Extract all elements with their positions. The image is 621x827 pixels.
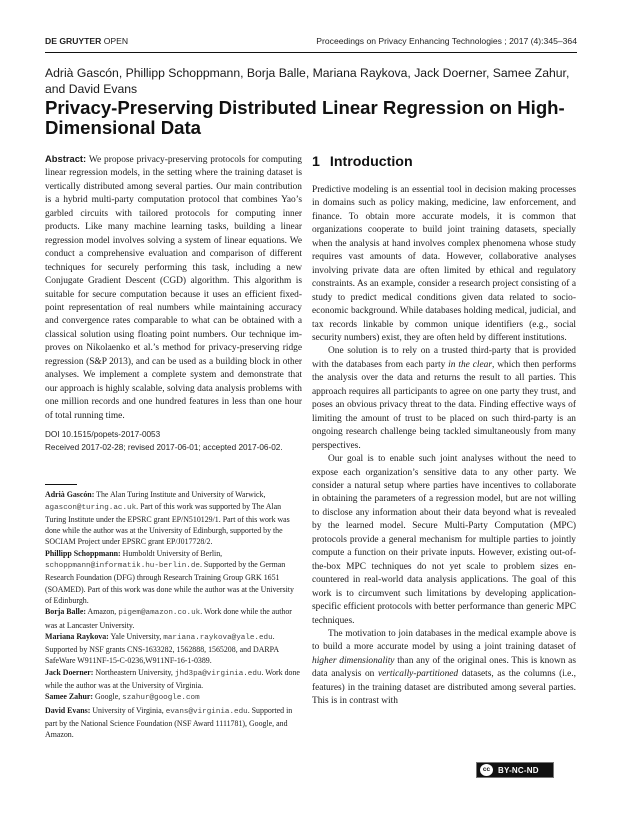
author-footnote (45, 606, 302, 631)
license-label: BY-NC-ND (498, 765, 539, 775)
header-rule (45, 52, 577, 53)
abstract (45, 152, 302, 423)
journal-citation: Proceedings on Privacy Enhancing Technologies ; 2017 (4):345–364 (316, 36, 577, 46)
license-badge[interactable] (476, 762, 554, 778)
left-column (45, 152, 302, 740)
footnote-note: . Supported by the German Research Foundation (DFG) through Research Training Group GRK 1651 (SOAMED). Part of this work was done while the author was at the University of Edinburgh. (45, 560, 294, 605)
footnote-author-name: Adrià Gascón: (45, 490, 95, 500)
footnote-affiliation: The Alan Turing Institute and University of Warwick, (94, 490, 266, 500)
author-footnote (45, 631, 302, 667)
abstract-text: We propose privacy-preserving protocols for computing linear regression models, in the setting where the training dataset is vertically distributed among several parties. Our main contribution is a hybrid multi-party computation protocol that combines Yao’s garbled circuits with tailored protocols for computing inner products. Like many machine learning tasks, building a linear regression model involves solving a system of linear equations. We conduct a comprehensive evaluation and comparison of different techniques for securely performing this task, including a new Conjugate Gradient Descent (CGD) algorithm. This algorithm is suitable for secure computation because it uses an efficient fixed-point representation of real numbers while maintaining accuracy and convergence rates comparable to what can be obtained with a classical solution using floating point numbers. Our technique improves on Nikolaenko et al.’s method for privacy-preserving ridge regression (S&P 2013), and can be used as a building block in other analyses. We implement a complete system and demonstrate that our approach is highly scalable, solving data analysis problems with one million records and one hundred features in less than one hour of total running time. (45, 155, 302, 421)
footnote-note: . Part of this work was supported by The Alan Turing Institute under the EPSRC grant EP/N510129/1. Part of this work was done while the author was at the University of Edinburgh, supported by the SOCIAM Project under EPSRC grant EP/J017728/2. (45, 501, 290, 547)
footnote-affiliation: Northeastern University, (93, 667, 175, 677)
author-footnote (45, 548, 302, 606)
author-footnote (45, 691, 302, 704)
paragraph-text: datasets, as the columns (i.e., features) in the training dataset are distributed among several parties. This is in contrast with (312, 669, 576, 707)
right-column (312, 152, 576, 709)
section-heading (312, 152, 576, 172)
cc-icon: cc (480, 764, 493, 776)
footnote-affiliation: Yale University, (108, 631, 164, 641)
footnote-author-name: Samee Zahur: (45, 692, 93, 702)
introduction-body (312, 184, 576, 709)
footnote-email[interactable]: jhd3pa@virginia.edu (174, 669, 262, 678)
article-meta (45, 429, 302, 454)
intro-paragraph (312, 345, 576, 453)
footnote-affiliation: Humboldt University of Berlin, (120, 548, 223, 558)
author-footnote (45, 705, 302, 741)
emphasized-text: higher dimensionality (312, 655, 395, 666)
abstract-label: Abstract: (45, 153, 87, 164)
publisher-name (45, 36, 128, 46)
paragraph-text: than any of the original ones. This is known as data analysis on (312, 655, 576, 680)
received-dates: Received 2017-02-28; revised 2017-06-01; accepted 2017-06-02. (45, 442, 283, 452)
paragraph-text: Predictive modeling is an essential tool in decision making processes in domains such as policy making, medicine, law enforcement, and finance. To obtain more accurate models, it is common that organizations cooperate to build joint training datasets, specially when the analysis at hand involves complex phenomena whose study requires vast amounts of data. However, collaborative analyses involving private data are often limited by ethical and regulatory constraints. As an example, consider a research project consisting of a study to predict medical conditions given data related to socio-economic background. While databases holding medical, judicial, and tax records linkable by common unique identifiers (e.g., social security numbers) exist, they are often held by different institutions. (312, 185, 576, 343)
footnote-email[interactable]: schoppmann@informatik.hu-berlin.de (45, 562, 200, 571)
doi[interactable]: DOI 10.1515/popets-2017-0053 (45, 430, 161, 440)
footnote-author-name: Phillipp Schoppmann: (45, 548, 121, 558)
intro-paragraph (312, 184, 576, 345)
footnote-email[interactable]: mariana.raykova@yale.edu (163, 633, 273, 642)
footnote-affiliation: Amazon, (85, 607, 119, 617)
author-footnotes (45, 489, 302, 740)
footnote-affiliation: Google, (93, 692, 123, 702)
section-title: Introduction (329, 154, 413, 170)
footnote-rule (45, 484, 77, 485)
footnote-author-name: Jack Doerner: (45, 667, 94, 677)
footnote-note: . Work done while the author was at Lancaster University. (45, 607, 292, 630)
footnote-note: . Supported by NSF grants CNS-1633282, 1562888, 1565208, and DARPA SafeWare W911NF-15-C-0236,W911NF-16-1-0389. (45, 631, 279, 666)
author-footnote (45, 667, 302, 692)
emphasized-text: vertically-partitioned (377, 669, 459, 680)
footnote-affiliation: University of Virginia, (90, 705, 166, 715)
paragraph-text: , which then performs the analysis over the data and returns the result to all parties. This approach requires all participants to agree on one party they trust, and poses an obvious privacy threat to the data. Finding effective ways of limiting the amount of trust to be placed on such third-party is an ongoing research challenge being tackled simultaneously from many perspectives. (312, 359, 576, 451)
author-footnote (45, 489, 302, 547)
emphasized-text: in the clear (448, 359, 493, 370)
publisher-bold: DE GRUYTER (45, 36, 102, 46)
paragraph-text: The motivation to join databases in the medical example above is to build a more accurate model by using a joint training dataset of (312, 628, 576, 653)
footnote-note: . Supported in part by the National Science Foundation (NSF Award 1111781), Google, and Amazon. (45, 705, 293, 740)
running-header (45, 36, 577, 50)
paragraph-text: Our goal is to enable such joint analyses without the need to expose each organization’s sensitive data to any other party. We consider a natural setup where parties have incentives to collaborate in obtaining the parameters of a regression model, but are not willing to disclose any information about their data beyond what is revealed by the learned model. Secure Multi-Party Computation (MPC) protocols provide a general mechanism for multiple parties to jointly compute a function on their private inputs. However, existing out-of-the-box MPC techniques do not yet scale to problem sizes encountered in real-world data analysis applications. The goal of this work is to circumvent such limitations by developing application-specific efficient protocols with better performance than generic MPC techniques. (312, 454, 576, 626)
footnote-email[interactable]: szahur@google.com (122, 694, 200, 703)
paper-title: Privacy-Preserving Distributed Linear Regression on High-Dimensional Data (45, 97, 565, 138)
section-number: 1 (312, 154, 320, 170)
paragraph-text: One solution is to rely on a trusted third-party that is provided with the databases from each party (312, 346, 576, 370)
author-list: Adrià Gascón, Phillipp Schoppmann, Borja Balle, Mariana Raykova, Jack Doerner, Samee Zahur, and David Evans (45, 66, 570, 96)
intro-paragraph (312, 453, 576, 628)
footnote-author-name: David Evans: (45, 705, 91, 715)
footnote-author-name: Mariana Raykova: (45, 631, 109, 641)
footnote-email[interactable]: agascon@turing.ac.uk (45, 503, 137, 512)
footnote-author-name: Borja Balle: (45, 607, 86, 617)
footnote-note: . Work done while the author was at the University of Virginia. (45, 667, 300, 690)
footnote-email[interactable]: evans@virginia.edu (165, 707, 248, 716)
footnote-email[interactable]: pigem@amazon.co.uk (118, 609, 201, 618)
intro-paragraph (312, 628, 576, 709)
publisher-rest: OPEN (101, 36, 129, 46)
